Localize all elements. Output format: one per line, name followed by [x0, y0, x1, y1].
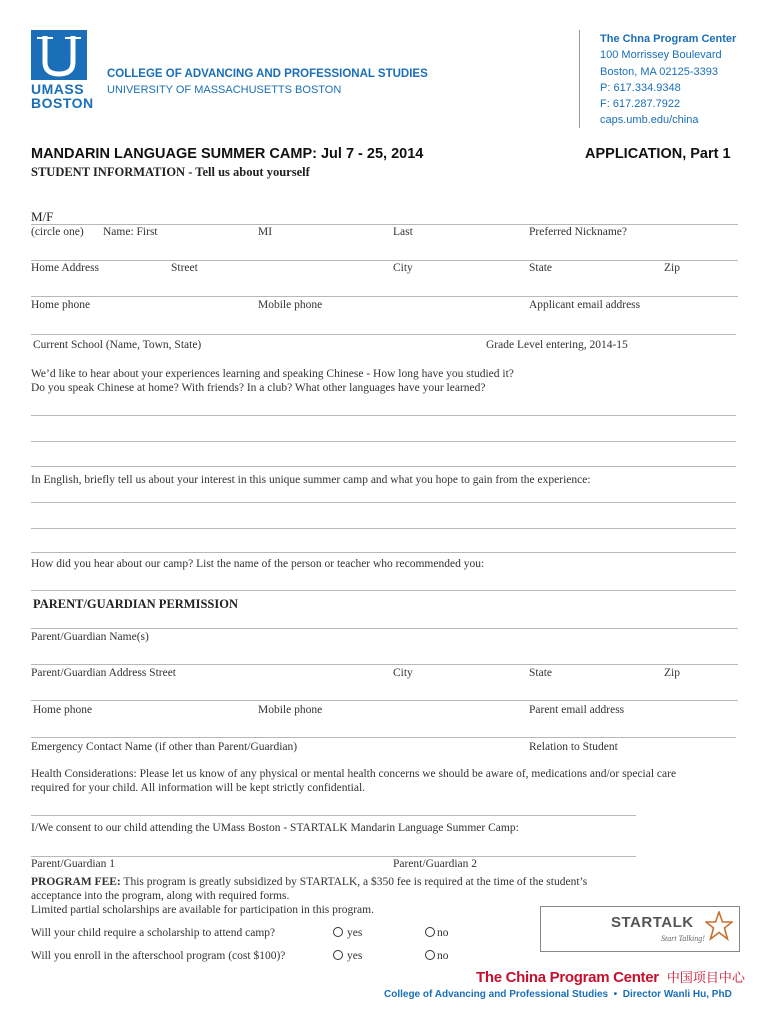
mobile-phone-label: Mobile phone [258, 299, 323, 311]
umass-u-icon [31, 30, 87, 80]
yes-label: yes [347, 927, 363, 939]
school-line [31, 334, 736, 335]
program-fee-text-2: acceptance into the program, along with required forms. [31, 890, 290, 902]
parent-section-line [31, 628, 738, 629]
startalk-logo-text: STARTALK [611, 914, 694, 931]
program-fee-text [31, 876, 587, 888]
college-name: COLLEGE OF ADVANCING AND PROFESSIONAL STUDIES [107, 68, 428, 80]
website-link[interactable]: caps.umb.edu/china [600, 114, 699, 127]
school-label: Current School (Name, Town, State) [33, 339, 202, 351]
phone-line [31, 296, 738, 297]
program-fee-text-1: This program is greatly subsidized by STARTALK, a $350 fee is required at the time of the student’s [120, 876, 588, 888]
logo-umass-text: UMASS [31, 81, 85, 97]
guardian-1-label: Parent/Guardian 1 [31, 858, 115, 870]
answer-line[interactable] [31, 466, 736, 467]
center-name: The Chna Program Center [600, 33, 737, 45]
first-name-label: Name: First [103, 226, 158, 238]
no-label: no [437, 950, 449, 962]
parent-email-label: Parent email address [529, 704, 625, 716]
footer-line: College of Advancing and Professional Studies • Director Wanli Hu, PhD [384, 989, 732, 1000]
scholarship-note: Limited partial scholarships are available for participation in this program. [31, 904, 374, 916]
question-experience-2: Do you speak Chinese at home? With friends? In a club? What other languages have your learned? [31, 382, 486, 394]
startalk-tagline: Start Talking! [661, 934, 705, 943]
parent-section-heading: PARENT/GUARDIAN PERMISSION [33, 597, 238, 611]
home-phone-label: Home phone [31, 299, 91, 311]
parent-home-phone-label: Home phone [33, 704, 93, 716]
email-label: Applicant email address [529, 299, 641, 311]
guardian-2-label: Parent/Guardian 2 [393, 858, 477, 870]
parent-address-label: Parent/Guardian Address Street [31, 667, 176, 679]
question-interest: In English, briefly tell us about your interest in this unique summer camp and what you hope to gain from the experience: [31, 474, 591, 486]
radio-icon[interactable] [333, 950, 343, 960]
scholarship-yes-option[interactable] [333, 927, 362, 939]
parent-city-label: City [393, 667, 413, 679]
no-label: no [437, 927, 449, 939]
afterschool-yes-option[interactable] [333, 950, 362, 962]
contact-block [600, 31, 736, 129]
parent-phone-line [31, 700, 738, 701]
emergency-contact-label: Emergency Contact Name (if other than Parent/Guardian) [31, 741, 298, 753]
grade-label: Grade Level entering, 2014-15 [486, 339, 628, 351]
answer-line[interactable] [31, 415, 736, 416]
student-section-heading: STUDENT INFORMATION - Tell us about yourself [31, 165, 310, 179]
star-icon [705, 911, 733, 941]
footer-center-english: The China Program Center [476, 969, 659, 986]
consent-text: I/We consent to our child attending the UMass Boston - STARTALK Mandarin Language Summer Camp: [31, 822, 519, 834]
question-experience-1: We’d like to hear about your experiences learning and speaking Chinese - How long have you studied it? [31, 368, 514, 380]
yes-label: yes [347, 950, 363, 962]
radio-icon[interactable] [425, 950, 435, 960]
scholarship-question: Will your child require a scholarship to attend camp? [31, 927, 276, 939]
nickname-label: Preferred Nickname? [529, 226, 628, 238]
parent-zip-label: Zip [664, 667, 680, 679]
answer-line[interactable] [31, 528, 736, 529]
signature-line[interactable] [31, 856, 636, 857]
scholarship-no-option[interactable] [425, 927, 449, 939]
health-text-2: required for your child. All information will be kept strictly confidential. [31, 782, 366, 794]
emergency-line [31, 737, 736, 738]
address-line-2: Boston, MA 02125-3393 [600, 65, 719, 78]
state-label: State [529, 262, 552, 274]
radio-icon[interactable] [425, 927, 435, 937]
footer-center-chinese: 中国项目中心 [666, 971, 745, 986]
circle-one-label: (circle one) [31, 226, 84, 238]
zip-label: Zip [664, 262, 680, 274]
name-line [31, 224, 738, 225]
mf-label: M/F [31, 209, 54, 224]
answer-line[interactable] [31, 590, 736, 591]
city-label: City [393, 262, 413, 274]
parent-mobile-phone-label: Mobile phone [258, 704, 323, 716]
mi-label: MI [258, 226, 273, 238]
answer-line[interactable] [31, 441, 736, 442]
last-name-label: Last [393, 226, 413, 238]
fax: F: 617.287.7922 [600, 98, 681, 111]
parent-names-label: Parent/Guardian Name(s) [31, 631, 149, 643]
question-referral: How did you hear about our camp? List the name of the person or teacher who recommended you: [31, 558, 485, 570]
parent-state-label: State [529, 667, 552, 679]
address-line-1: 100 Morrissey Boulevard [600, 49, 722, 62]
page-title: MANDARIN LANGUAGE SUMMER CAMP: Jul 7 - 25, 2014 [31, 146, 424, 162]
answer-line[interactable] [31, 552, 736, 553]
umass-logo-mark [31, 30, 87, 80]
afterschool-question: Will you enroll in the afterschool program (cost $100)? [31, 950, 286, 962]
header-divider [579, 30, 580, 128]
answer-line[interactable] [31, 502, 736, 503]
address-line [31, 260, 738, 261]
logo-boston-text: BOSTON [31, 95, 94, 111]
footer-center-name [476, 967, 745, 987]
radio-icon[interactable] [333, 927, 343, 937]
afterschool-no-option[interactable] [425, 950, 449, 962]
application-part: APPLICATION, Part 1 [585, 146, 731, 162]
startalk-logo-box [540, 906, 740, 952]
parent-address-line [31, 664, 738, 665]
street-label: Street [171, 262, 198, 274]
relation-label: Relation to Student [529, 741, 618, 753]
university-name: UNIVERSITY OF MASSACHUSETTS BOSTON [107, 84, 342, 96]
health-answer-line[interactable] [31, 815, 636, 816]
phone: P: 617.334.9348 [600, 81, 681, 94]
home-address-label: Home Address [31, 262, 100, 274]
program-fee-label: PROGRAM FEE: [31, 876, 121, 888]
health-text-1: Health Considerations: Please let us know of any physical or mental health concerns we should be aware of, medications and/or special care [31, 768, 677, 780]
